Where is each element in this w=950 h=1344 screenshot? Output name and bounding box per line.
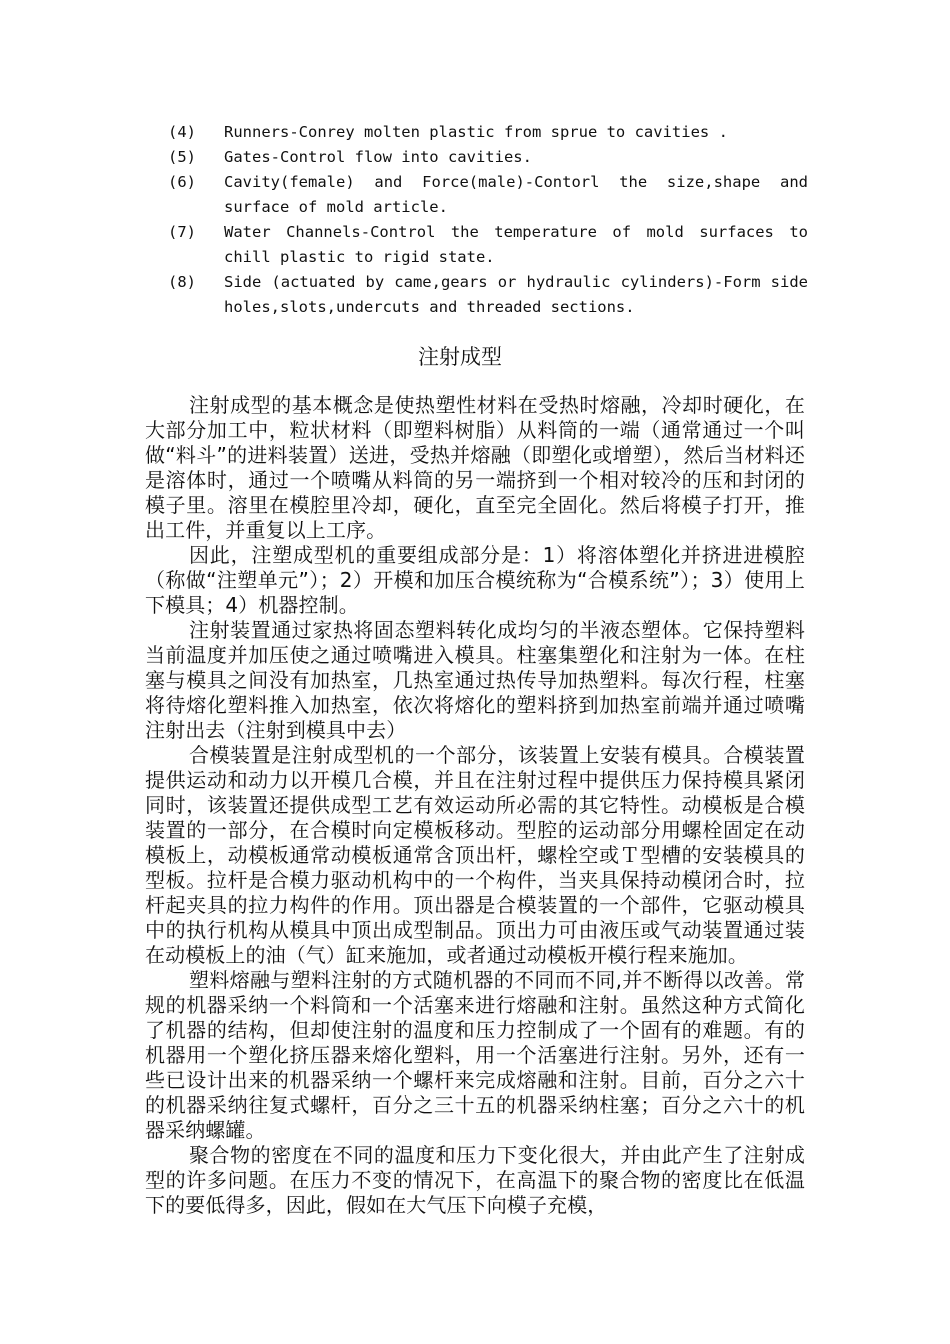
section-title: 注射成型 — [418, 345, 502, 369]
list-item-number: (5) — [168, 148, 196, 166]
paragraph: 合模装置是注射成型机的一个部分，该装置上安装有模具。合模装置提供运动和动力以开模几合模，并且在注射过程中提供压力保持模具紧闭同时，该装置还提供成型工艺有效运动所必需的其它特性。动模板是合模装置的一部分，在合模时向定模板移动。型腔的运动部分用螺栓固定在动模板上，动模板通常动模板通常含顶出杆，螺栓空或Ｔ型槽的安装模具的型板。拉杆是合模力驱动机构中的一个构件，当夹具保持动模闭合时，拉杆起夹具的拉力构件的作用。顶出器是合模装置的一个部件，它驱动模具中的执行机构从模具中顶出成型制品。顶出力可由液压或气动装置通过装在动模板上的油（气）缸来施加，或者通过动模板开模行程来施加。 — [145, 743, 805, 967]
paragraph: 聚合物的密度在不同的温度和压力下变化很大，并由此产生了注射成型的许多问题。在压力不变的情况下，在高温下的聚合物的密度比在低温下的要低得多，因此，假如在大气压下向模子充模， — [145, 1143, 805, 1217]
list-item-number: (6) — [168, 173, 196, 191]
list-item-number: (7) — [168, 223, 196, 241]
body-text — [145, 393, 805, 1218]
list-item-text: Runners-Conrey molten plastic from sprue to cavities . — [224, 123, 728, 141]
paragraph: 注射装置通过家热将固态塑料转化成均匀的半液态塑体。它保持塑料当前温度并加压使之通过喷嘴进入模具。柱塞集塑化和注射为一体。在柱塞与模具之间没有加热室，几热室通过热传导加热塑料。每次行程，柱塞将待熔化塑料推入加热室，依次将熔化的塑料挤到加热室前端并通过喷嘴注射出去（注射到模具中去） — [145, 618, 805, 742]
list-item-text: Water Channels-Control the temperature of mold surfaces to chill plastic to rigid state. — [224, 223, 808, 266]
list-item-text: Gates-Control flow into cavities. — [224, 148, 532, 166]
paragraph: 注射成型的基本概念是使热塑性材料在受热时熔融，冷却时硬化，在大部分加工中，粒状材料（即塑料树脂）从料筒的一端（通常通过一个叫做“料斗”的进料装置）送进，受热并熔融（即塑化或增塑），然后当材料还是溶体时，通过一个喷嘴从料筒的另一端挤到一个相对较冷的压和封闭的模子里。溶里在模腔里冷却，硬化，直至完全固化。然后将模子打开，推出工件，并重复以上工序。 — [145, 393, 805, 542]
paragraph: 塑料熔融与塑料注射的方式随机器的不同而不同,并不断得以改善。常规的机器采纳一个料筒和一个活塞来进行熔融和注射。虽然这种方式简化了机器的结构，但却使注射的温度和压力控制成了一个固有的难题。有的机器用一个塑化挤压器来熔化塑料，用一个活塞进行注射。另外，还有一些已设计出来的机器采纳一个螺杆来完成熔融和注射。目前，百分之六十的机器采纳往复式螺杆，百分之三十五的机器采纳柱塞；百分之六十的机器采纳螺罐。 — [145, 968, 805, 1142]
paragraph: 因此，注塑成型机的重要组成部分是：1）将溶体塑化并挤进进模腔（称做“注塑单元”）；2）开模和加压合模统称为“合模系统”）；3）使用上下模具；4）机器控制。 — [145, 543, 805, 617]
list-item — [168, 270, 808, 320]
list-item — [168, 145, 808, 170]
list-item — [168, 120, 808, 145]
list-item-text: Cavity(female) and Force(male)-Contorl the size,shape and surface of mold article. — [224, 173, 808, 216]
list-item-text: Side (actuated by came,gears or hydraulic cylinders)-Form side holes,slots,undercuts and threaded sections. — [224, 273, 808, 316]
list-item — [168, 170, 808, 220]
list-item-number: (4) — [168, 123, 196, 141]
list-item — [168, 220, 808, 270]
english-term-list — [168, 120, 808, 320]
list-item-number: (8) — [168, 273, 196, 291]
